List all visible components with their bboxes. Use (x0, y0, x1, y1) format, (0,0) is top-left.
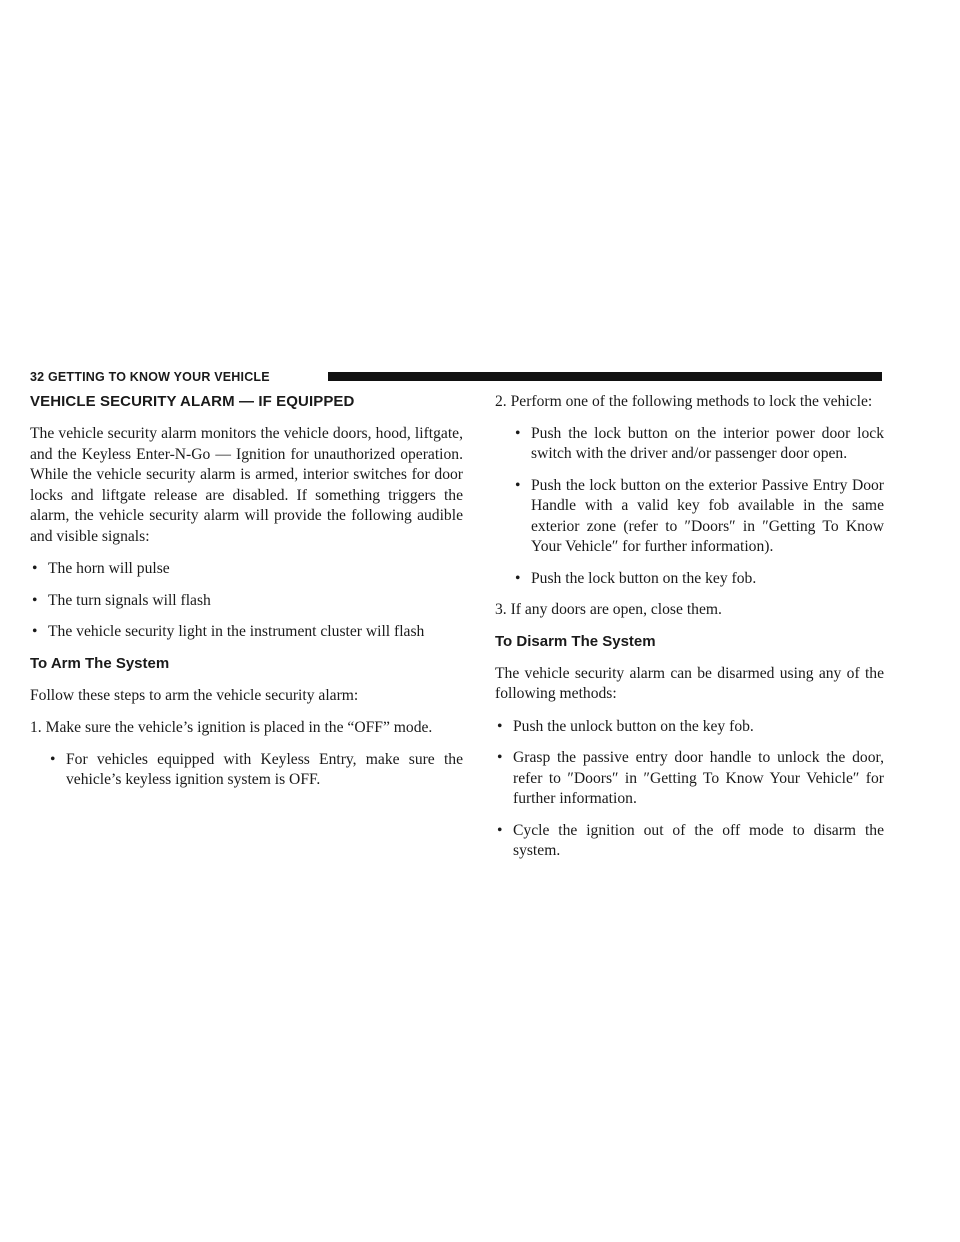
list-item-text: Push the lock button on the interior power door lock switch with the driver and/or passenger door open. (531, 424, 884, 462)
list-item (513, 476, 884, 558)
bullet-icon: • (497, 717, 503, 735)
page-header (30, 369, 882, 385)
disarm-intro: The vehicle security alarm can be disarmed using any of the following methods: (495, 664, 884, 702)
page-number-section-title: 32 GETTING TO KNOW YOUR VEHICLE (30, 370, 270, 384)
subsection-heading-disarm: To Disarm The System (495, 632, 656, 650)
list-item-text: Push the lock button on the key fob. (531, 569, 757, 587)
list-item-text: The horn will pulse (48, 560, 170, 577)
list-item-text: Cycle the ignition out of the off mode to disarm the system. (513, 821, 884, 859)
header-rule (328, 372, 882, 381)
step-2: 2. Perform one of the following methods to lock the vehicle: (495, 393, 873, 410)
list-item (30, 622, 463, 643)
bullet-icon: • (515, 424, 521, 442)
list-item-text: For vehicles equipped with Keyless Entry, make sure the vehicle’s keyless ignition system is OFF. (66, 750, 463, 788)
bullet-icon: • (515, 476, 521, 494)
bullet-icon: • (497, 749, 503, 766)
bullet-icon: • (515, 569, 521, 587)
bullet-icon: • (32, 591, 38, 609)
step-3: 3. If any doors are open, close them. (495, 601, 722, 618)
bullet-icon: • (32, 560, 38, 577)
section-title: VEHICLE SECURITY ALARM — IF EQUIPPED (30, 393, 355, 410)
list-item (495, 748, 884, 810)
bullet-icon: • (32, 623, 38, 640)
subsection-heading-arm: To Arm The System (30, 654, 170, 672)
arm-intro: Follow these steps to arm the vehicle security alarm: (30, 686, 359, 704)
list-item-text: The turn signals will flash (48, 591, 211, 609)
list-item-text: The vehicle security light in the instrument cluster will flash (48, 623, 425, 640)
bullet-icon: • (50, 750, 56, 768)
list-item (30, 591, 463, 612)
list-item (495, 717, 884, 738)
list-item-text: Grasp the passive entry door handle to unlock the door, refer to ″Doors″ in ″Getting To Know Your Vehicle″ for further information. (513, 749, 884, 807)
list-item (513, 424, 884, 465)
bullet-icon: • (497, 821, 503, 839)
list-item (495, 821, 884, 862)
list-item (513, 569, 884, 590)
left-column (30, 392, 463, 802)
list-item-text: Push the unlock button on the key fob. (513, 717, 754, 735)
intro-paragraph: The vehicle security alarm monitors the vehicle doors, hood, liftgate, and the Keyless Enter-N-Go — Ignition for unauthorized operation. While the vehicle security alarm is armed, interior switches for door locks and liftgate release are disabled. If something triggers the alarm, the vehicle security alarm will provide the following audible and visible signals: (30, 425, 463, 545)
right-column (495, 392, 884, 873)
list-item (30, 559, 463, 580)
step-1: 1. Make sure the vehicle’s ignition is placed in the “OFF” mode. (30, 719, 433, 736)
list-item (48, 750, 463, 791)
list-item-text: Push the lock button on the exterior Passive Entry Door Handle with a valid key fob available in the same exterior zone (refer to ″Doors″ in ″Getting To Know Your Vehicle″ for further information). (531, 476, 884, 555)
